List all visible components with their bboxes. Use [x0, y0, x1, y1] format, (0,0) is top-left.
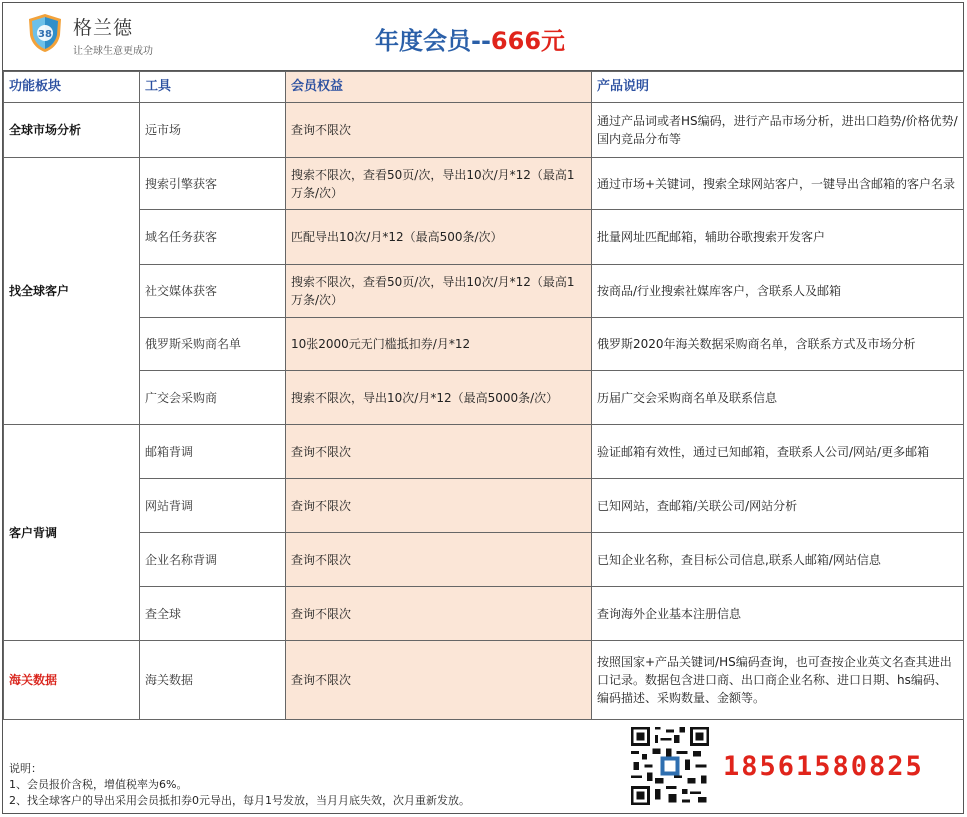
column-header-desc: 产品说明: [592, 72, 964, 103]
tool-cell: 社交媒体获客: [140, 265, 286, 318]
tool-cell: 海关数据: [140, 641, 286, 720]
benefit-cell: 查询不限次: [286, 425, 592, 479]
title-price: 666元: [490, 27, 566, 55]
table-row: [4, 533, 964, 587]
column-header-category: 功能板块: [4, 72, 140, 103]
tool-cell: 俄罗斯采购商名单: [140, 318, 286, 371]
tool-cell: 远市场: [140, 103, 286, 158]
table-row: [4, 371, 964, 425]
category-cell: 客户背调: [4, 425, 140, 641]
table-row: [4, 425, 964, 479]
membership-table: [3, 71, 964, 720]
tool-cell: 广交会采购商: [140, 371, 286, 425]
table-header-row: [4, 72, 964, 103]
table-row: [4, 641, 964, 720]
benefit-cell: 查询不限次: [286, 103, 592, 158]
brand: [73, 13, 153, 57]
footer: [3, 719, 963, 815]
tool-cell: 域名任务获客: [140, 210, 286, 265]
category-cell: 全球市场分析: [4, 103, 140, 158]
desc-cell: 按商品/行业搜索社媒库客户，含联系人及邮箱: [592, 265, 964, 318]
desc-cell: 通过产品词或者HS编码，进行产品市场分析，进出口趋势/价格优势/国内竞品分布等: [592, 103, 964, 158]
tool-cell: 网站背调: [140, 479, 286, 533]
tool-cell: 企业名称背调: [140, 533, 286, 587]
desc-cell: 历届广交会采购商名单及联系信息: [592, 371, 964, 425]
table-row: [4, 103, 964, 158]
table-row: [4, 265, 964, 318]
category-cell: 找全球客户: [4, 158, 140, 425]
brand-name: 格兰德: [73, 17, 134, 39]
title-prefix: 年度会员--: [375, 27, 491, 55]
brand-slogan: 让全球生意更成功: [73, 46, 153, 57]
desc-cell: 批量网址匹配邮箱，辅助谷歌搜索开发客户: [592, 210, 964, 265]
note-2: 2、找全球客户的导出采用会员抵扣券0元导出，每月1号发放，当月月底失效，次月重新发放。: [9, 794, 470, 807]
benefit-cell: 搜索不限次，导出10次/月*12（最高5000条/次）: [286, 371, 592, 425]
tool-cell: 搜索引擎获客: [140, 158, 286, 210]
benefit-cell: 搜索不限次，查看50页/次，导出10次/月*12（最高1万条/次）: [286, 158, 592, 210]
notes-title: 说明：: [9, 762, 42, 775]
benefit-cell: 匹配导出10次/月*12（最高500条/次）: [286, 210, 592, 265]
desc-cell: 已知企业名称，查目标公司信息,联系人邮箱/网站信息: [592, 533, 964, 587]
table-row: [4, 158, 964, 210]
benefit-cell: 查询不限次: [286, 641, 592, 720]
page-title: [375, 21, 565, 56]
shield-logo-icon: [27, 13, 63, 53]
column-header-tool: 工具: [140, 72, 286, 103]
benefit-cell: 10张2000元无门槛抵扣券/月*12: [286, 318, 592, 371]
benefit-cell: 查询不限次: [286, 587, 592, 641]
desc-cell: 按照国家+产品关键词/HS编码查询，也可查按企业英文名查其进出口记录。数据包含进口商、出口商企业名称、进口日期、hs编码、编码描述、采购数量、金额等。: [592, 641, 964, 720]
table-row: [4, 210, 964, 265]
table-row: [4, 318, 964, 371]
benefit-cell: 查询不限次: [286, 533, 592, 587]
table-row: [4, 479, 964, 533]
desc-cell: 已知网站，查邮箱/关联公司/网站分析: [592, 479, 964, 533]
column-header-benefit: 会员权益: [286, 72, 592, 103]
desc-cell: 俄罗斯2020年海关数据采购商名单，含联系方式及市场分析: [592, 318, 964, 371]
benefit-cell: 查询不限次: [286, 479, 592, 533]
category-cell: 海关数据: [4, 641, 140, 720]
benefit-cell: 搜索不限次，查看50页/次，导出10次/月*12（最高1万条/次）: [286, 265, 592, 318]
desc-cell: 验证邮箱有效性，通过已知邮箱，查联系人公司/网站/更多邮箱: [592, 425, 964, 479]
desc-cell: 查询海外企业基本注册信息: [592, 587, 964, 641]
notes: [9, 761, 470, 809]
tool-cell: 查全球: [140, 587, 286, 641]
tool-cell: 邮箱背调: [140, 425, 286, 479]
header: [3, 3, 963, 71]
logo-text: 38: [38, 29, 52, 40]
contact-phone: 18561580825: [723, 751, 924, 782]
qr-code-icon: [631, 727, 709, 805]
note-1: 1、会员报价含税，增值税率为6%。: [9, 778, 188, 791]
table-row: [4, 587, 964, 641]
price-sheet: [2, 2, 964, 814]
desc-cell: 通过市场+关键词，搜索全球网站客户，一键导出含邮箱的客户名录: [592, 158, 964, 210]
